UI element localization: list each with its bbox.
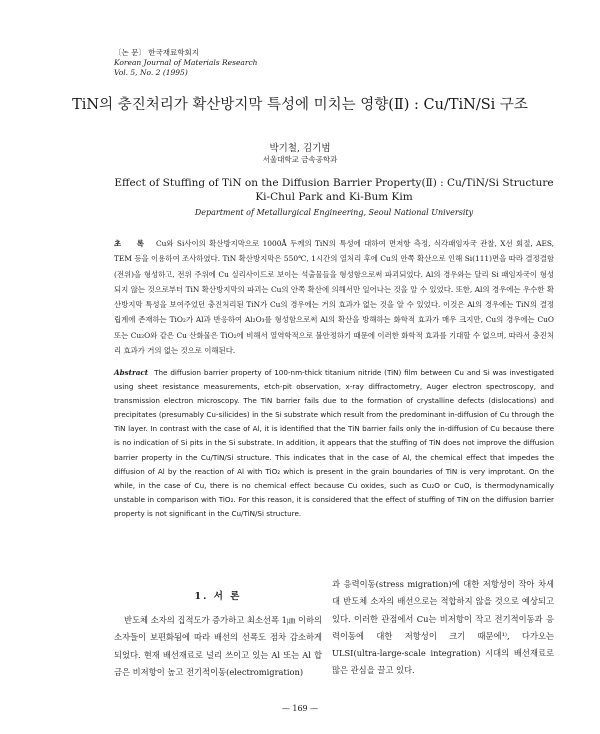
- authors-english: Ki-Chul Park and Ki-Bum Kim: [255, 191, 413, 203]
- abstract-english-text: The diffusion barrier property of 100-nm-thick titanium nitride (TiN) film between Cu and Si was investigated using sheet resistance measurements, etch-pit observation, x-ray diffractometry, Auger electron spectroscopy, and transmission electron microscopy. The TiN barrier fails due to the formation of crystalline defects (dislocations) and precipitates (presumably Cu-silicides) in the Si substrate which result from the predominant in-diffusion of Cu through the TiN layer. In contrast with the case of Al, it is identified that the TiN barrier fails only the in-diffusion of Cu because there is no indication of Si pits in the Si substrate. In addition, it appears that the stuffing of TiN does not improve the diffusion barrier property in the Cu/TiN/Si structure. This indicates that in the case of Al, the chemical effect that impedes the diffusion of Al by the reaction of Al with TiO₂ which is present in the grain boundaries of TiN is very improtant. On the while, in the case of Cu, there is no chemical effect because Cu oxides, such as Cu₂O or CuO, is thermodynamically unstable in comparison with TiO₂. For this reason, it is considered that the effect of stuffing of TiN on the diffusion barrier property is not significant in the Cu/TiN/Si structure.: [114, 368, 554, 518]
- abstract-korean-label: 초 록: [114, 239, 150, 248]
- section-heading: 1. 서 론: [194, 591, 242, 602]
- body-left-column: 반도체 소자의 집적도가 증가하고 최소선폭 1㎛ 이하의 소자들이 보편화됨에 따라 배선의 선폭도 점차 감소하게 되었다. 현재 배선재료로 널리 쓰이고 있는 Al 또는 Al 합금은 비저항이 높고 전기적이동(electromigration): [114, 615, 322, 677]
- abstract-korean-text: Cu와 Si사이의 확산방지막으로 1000Å 두께의 TiN의 특성에 대하여 면저항 측정, 식각패임자국 관찰, X선 회절, AES, TEM 등을 이용하여 조사하였다. TiN 확산방지막은 550℃, 1시간의 열처리 후에 Cu의 안쪽 확산으로 인해 Si(111)면을 따라 결정결함(전위)을 형성하고, 전위 주위에 Cu 실리사이드로 보이는 석출물들을 형성함으로써 파괴되었다. Al의 경우와는 달리 Si 패임자국이 형성되지 않는 것으로부터 TiN 확산방지막의 파괴는 Cu의 안쪽 확산에 의해서만 일어나는 것을 알 수 있었다. 또한, Al의 경우에는 우수한 확산방지막 특성을 보여주었던 충진처리된 TiN가 Cu의 경우에는 거의 효과가 없는 것을 알 수 있었다. 이것은 Al의 경우에는 TiN의 결정립계에 존재하는 TiO₂가 Al과 반응하여 Al₂O₃를 형성함으로써 Al의 확산을 방해하는 화학적 효과가 매우 크지만, Cu의 경우에는 CuO 또는 Cu₂O와 같은 Cu 산화물은 TiO₂에 비해서 열역학적으로 불안정하기 때문에 이러한 화학적 효과를 기대할 수 없으며, 따라서 충진처리 효과가 거의 없는 것으로 이해된다.: [114, 239, 554, 356]
- authors-korean: 박기철, 김기범: [269, 143, 331, 154]
- body-right-column: 과 응력이동(stress migration)에 대한 저항성이 작아 차세대 반도체 소자의 배선으로는 적합하지 않을 것으로 예상되고 있다. 이러한 관점에서 Cu는 비저항이 작고 전기적이동과 응력이동에 대한 저항성이 크기 때문에¹⁾, 다가오는 ULSI(ultra-large-scale integration) 시대의 배선재료로 많은 관심을 끌고 있다.: [332, 579, 554, 676]
- title-korean: TiN의 충진처리가 확산방지막 특성에 미치는 영향(Ⅱ) : Cu/TiN/Si 구조: [72, 97, 528, 113]
- journal-header: [114, 48, 257, 78]
- journal-volume: Vol. 5, No. 2 (1995): [114, 68, 188, 77]
- affiliation-english: Department of Metallurgical Engineering, Seoul National University: [194, 208, 474, 217]
- abstract-korean: [114, 236, 554, 358]
- abstract-english-label: Abstract: [114, 368, 149, 377]
- page-number: — 169 —: [281, 704, 319, 713]
- abstract-english: [114, 366, 554, 521]
- affiliation-korean: 서울대학교 금속공학과: [262, 155, 338, 164]
- title-english-text: Effect of Stuffing of TiN on the Diffusion Barrier Property(Ⅱ) : Cu/TiN/Si Structure: [114, 177, 554, 189]
- title-english: [114, 176, 554, 204]
- journal-header-line1: 〔논 문〕 한국재료학회지: [114, 48, 199, 57]
- journal-name: Korean Journal of Materials Research: [114, 58, 258, 67]
